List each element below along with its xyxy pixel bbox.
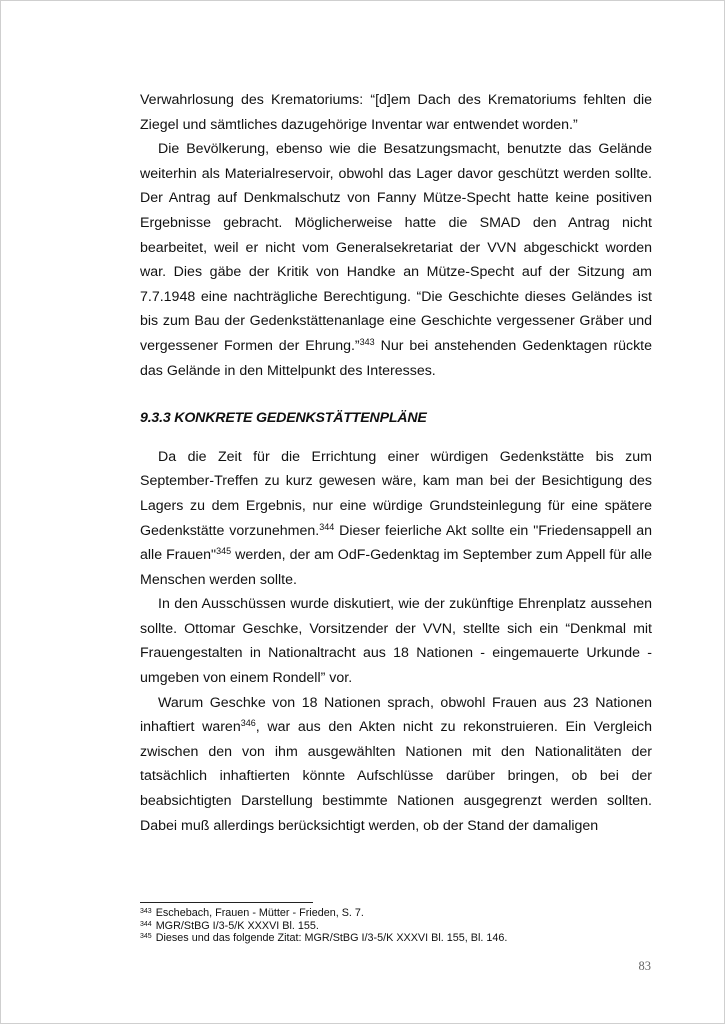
paragraph-text: Dieser feierliche Akt sollte ein "Friedensappell an alle Frauen": [140, 522, 652, 564]
paragraph-nationen: [140, 691, 652, 839]
paragraph-text: Die Bevölkerung, ebenso wie die Besatzungsmacht, benutzte das Gelände weiterhin als Materialreservoir, obwohl das Lager davor geschützt werden sollte. Der Antrag auf Denkmalschutz von Fanny Mütze-Specht hatte keine positiven Ergebnisse gebracht. Möglicherweise hatte die SMAD den Antrag nicht bearbeitet, weil er nicht vom Generalsekretariat der VVN abgeschickt worden war. Dies gäbe der Kritik von Handke an Mütze-Specht auf der Sitzung am 7.7.1948 eine nachträgliche Berechtigung. “Die Geschichte dieses Geländes ist bis zum Bau der Gedenkstättenanlage eine Geschichte vergessener Gräber und vergessener Formen der Ehrung.”: [140, 141, 652, 354]
footnote-number: 344: [140, 920, 152, 928]
paragraph-krematorium: Verwahrlosung des Krematoriums: “[d]em Dach des Krematoriums fehlten die Ziegel und sämtliches dazugehörige Inventar war entwendet worden.”: [140, 92, 652, 133]
paragraph-text: Da die Zeit für die Errichtung einer würdigen Gedenkstätte bis zum September-Treffen zu kurz gewesen wäre, kam man bei der Besichtigung des Lagers zu dem Ergebnis, nur eine würdige Grundsteinlegung für eine spätere Gedenkstätte vorzunehmen.: [140, 448, 652, 539]
paragraph-text: Warum Geschke von 18 Nationen sprach, obwohl Frauen aus 23 Nationen inhaftiert waren: [140, 694, 652, 736]
page-body: [140, 88, 652, 838]
footnote-343: [140, 907, 652, 920]
paragraph-grundsteinlegung: [140, 445, 652, 593]
section-heading: 9.3.3 KONKRETE GEDENKSTÄTTENPLÄNE: [140, 410, 427, 427]
footnote-number: 343: [140, 908, 152, 915]
footnote-ref-343[interactable]: 343: [359, 336, 375, 347]
footnotes: [140, 907, 652, 945]
footnote-ref-345[interactable]: 345: [216, 546, 232, 557]
footnote-344: [140, 920, 652, 933]
footnote-separator: [140, 902, 313, 903]
footnote-number: 345: [140, 933, 152, 941]
footnote-ref-346[interactable]: 346: [240, 718, 256, 729]
paragraph-bevoelkerung: [140, 137, 652, 383]
paragraph-text: werden, der am OdF-Gedenktag im September zum Appell für alle Menschen werden sollte.: [140, 547, 652, 588]
footnote-text: Dieses und das folgende Zitat: MGR/StBG I/3-5/K XXXVI Bl. 155, Bl. 146.: [155, 932, 508, 945]
footnote-text: Eschebach, Frauen - Mütter - Frieden, S. 7.: [155, 907, 364, 919]
paragraph-ausschuesse: In den Ausschüssen wurde diskutiert, wie der zukünftige Ehrenplatz aussehen sollte. Ottomar Geschke, Vorsitzender der VVN, stellte sich ein “Denkmal mit Frauengestalten in Nationaltracht aus 18 Nationen - eingemauerte Urkunde - umgeben von einem Rondell” vor.: [140, 596, 652, 687]
paragraph-text: , war aus den Akten nicht zu rekonstruieren. Ein Vergleich zwischen den von ihm ausgewählten Nationen mit den Nationalitäten der tatsächlich inhaftierten könnte Aufschlüsse darüber bringen, ob bei der beabsichtigten Darstellung bestimmte Nationen ausgegrenzt werden sollten. Dabei muß allerdings berücksichtigt werden, ob der Stand der damaligen: [140, 719, 652, 834]
paragraph-text: Nur bei anstehenden Gedenktagen rückte das Gelände in den Mittelpunkt des Interesses.: [140, 337, 652, 379]
footnote-345: [140, 932, 652, 945]
page-number: 83: [638, 959, 651, 973]
footnote-text: MGR/StBG I/3-5/K XXXVI Bl. 155.: [155, 919, 319, 932]
footnote-ref-344[interactable]: 344: [319, 521, 335, 532]
